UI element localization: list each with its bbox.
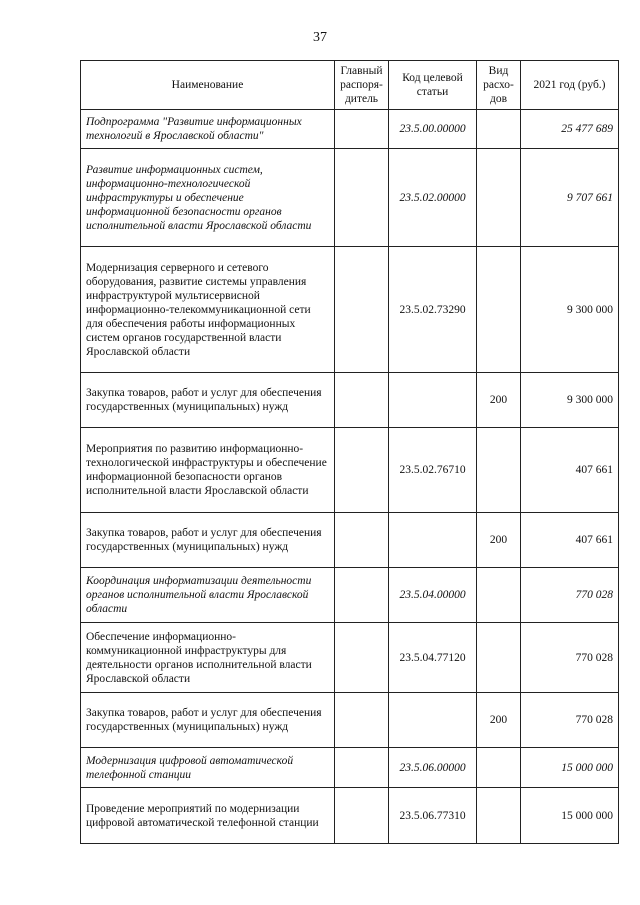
code-cell: 23.5.02.73290 bbox=[389, 247, 477, 373]
sum-cell: 770 028 bbox=[521, 568, 619, 623]
kind-cell bbox=[477, 428, 521, 513]
header-sum: 2021 год (руб.) bbox=[521, 61, 619, 110]
name-cell: Обеспечение информационно-коммуникационной инфраструктуры для деятельности органов исполнительной власти Ярославской области bbox=[81, 623, 335, 693]
admin-cell bbox=[335, 788, 389, 844]
name-cell: Мероприятия по развитию информационно-технологической инфраструктуры и обеспечение информационной безопасности органов исполнительной власти Ярославской области bbox=[81, 428, 335, 513]
kind-cell bbox=[477, 149, 521, 247]
kind-cell bbox=[477, 788, 521, 844]
admin-cell bbox=[335, 513, 389, 568]
header-admin: Главный распоря-дитель bbox=[335, 61, 389, 110]
kind-cell bbox=[477, 110, 521, 149]
name-cell: Закупка товаров, работ и услуг для обеспечения государственных (муниципальных) нужд bbox=[81, 513, 335, 568]
admin-cell bbox=[335, 623, 389, 693]
sum-cell: 9 707 661 bbox=[521, 149, 619, 247]
code-cell bbox=[389, 373, 477, 428]
code-cell bbox=[389, 693, 477, 748]
name-cell: Закупка товаров, работ и услуг для обеспечения государственных (муниципальных) нужд bbox=[81, 693, 335, 748]
code-cell: 23.5.06.00000 bbox=[389, 748, 477, 788]
header-row bbox=[81, 61, 619, 110]
table-row bbox=[81, 693, 619, 748]
code-cell: 23.5.04.00000 bbox=[389, 568, 477, 623]
sum-cell: 407 661 bbox=[521, 428, 619, 513]
kind-cell bbox=[477, 568, 521, 623]
table-row bbox=[81, 110, 619, 149]
kind-cell: 200 bbox=[477, 693, 521, 748]
kind-cell bbox=[477, 247, 521, 373]
code-cell: 23.5.02.00000 bbox=[389, 149, 477, 247]
admin-cell bbox=[335, 428, 389, 513]
sum-cell: 407 661 bbox=[521, 513, 619, 568]
code-cell: 23.5.02.76710 bbox=[389, 428, 477, 513]
sum-cell: 15 000 000 bbox=[521, 748, 619, 788]
code-cell: 23.5.04.77120 bbox=[389, 623, 477, 693]
header-kind: Вид расхо-дов bbox=[477, 61, 521, 110]
name-cell: Проведение мероприятий по модернизации цифровой автоматической телефонной станции bbox=[81, 788, 335, 844]
table-row bbox=[81, 748, 619, 788]
table-row bbox=[81, 568, 619, 623]
admin-cell bbox=[335, 748, 389, 788]
admin-cell bbox=[335, 693, 389, 748]
kind-cell bbox=[477, 748, 521, 788]
code-cell: 23.5.06.77310 bbox=[389, 788, 477, 844]
sum-cell: 9 300 000 bbox=[521, 247, 619, 373]
table-row bbox=[81, 788, 619, 844]
name-cell: Развитие информационных систем, информационно-технологической инфраструктуры и обеспечение информационной безопасности органов исполнительной власти Ярославской области bbox=[81, 149, 335, 247]
kind-cell bbox=[477, 623, 521, 693]
code-cell: 23.5.00.00000 bbox=[389, 110, 477, 149]
name-cell: Модернизация серверного и сетевого оборудования, развитие системы управления инфраструктурой мультисервисной информационно-телекоммуникационной сети для обеспечения работы информационных систем органов государственной власти Ярославской области bbox=[81, 247, 335, 373]
admin-cell bbox=[335, 373, 389, 428]
sum-cell: 9 300 000 bbox=[521, 373, 619, 428]
admin-cell bbox=[335, 110, 389, 149]
sum-cell: 15 000 000 bbox=[521, 788, 619, 844]
sum-cell: 25 477 689 bbox=[521, 110, 619, 149]
table-row bbox=[81, 623, 619, 693]
admin-cell bbox=[335, 568, 389, 623]
header-code: Код целевой статьи bbox=[389, 61, 477, 110]
header-name: Наименование bbox=[81, 61, 335, 110]
table-header bbox=[81, 61, 619, 110]
admin-cell bbox=[335, 149, 389, 247]
budget-table bbox=[80, 60, 619, 844]
table-row bbox=[81, 373, 619, 428]
name-cell: Координация информатизации деятельности органов исполнительной власти Ярославской области bbox=[81, 568, 335, 623]
name-cell: Закупка товаров, работ и услуг для обеспечения государственных (муниципальных) нужд bbox=[81, 373, 335, 428]
sum-cell: 770 028 bbox=[521, 693, 619, 748]
page-number: 37 bbox=[313, 30, 327, 45]
admin-cell bbox=[335, 247, 389, 373]
name-cell: Подпрограмма "Развитие информационных технологий в Ярославской области" bbox=[81, 110, 335, 149]
table-row bbox=[81, 513, 619, 568]
kind-cell: 200 bbox=[477, 373, 521, 428]
table-body bbox=[81, 110, 619, 844]
table-row bbox=[81, 149, 619, 247]
code-cell bbox=[389, 513, 477, 568]
table-row bbox=[81, 428, 619, 513]
sum-cell: 770 028 bbox=[521, 623, 619, 693]
kind-cell: 200 bbox=[477, 513, 521, 568]
table-row bbox=[81, 247, 619, 373]
name-cell: Модернизация цифровой автоматической телефонной станции bbox=[81, 748, 335, 788]
